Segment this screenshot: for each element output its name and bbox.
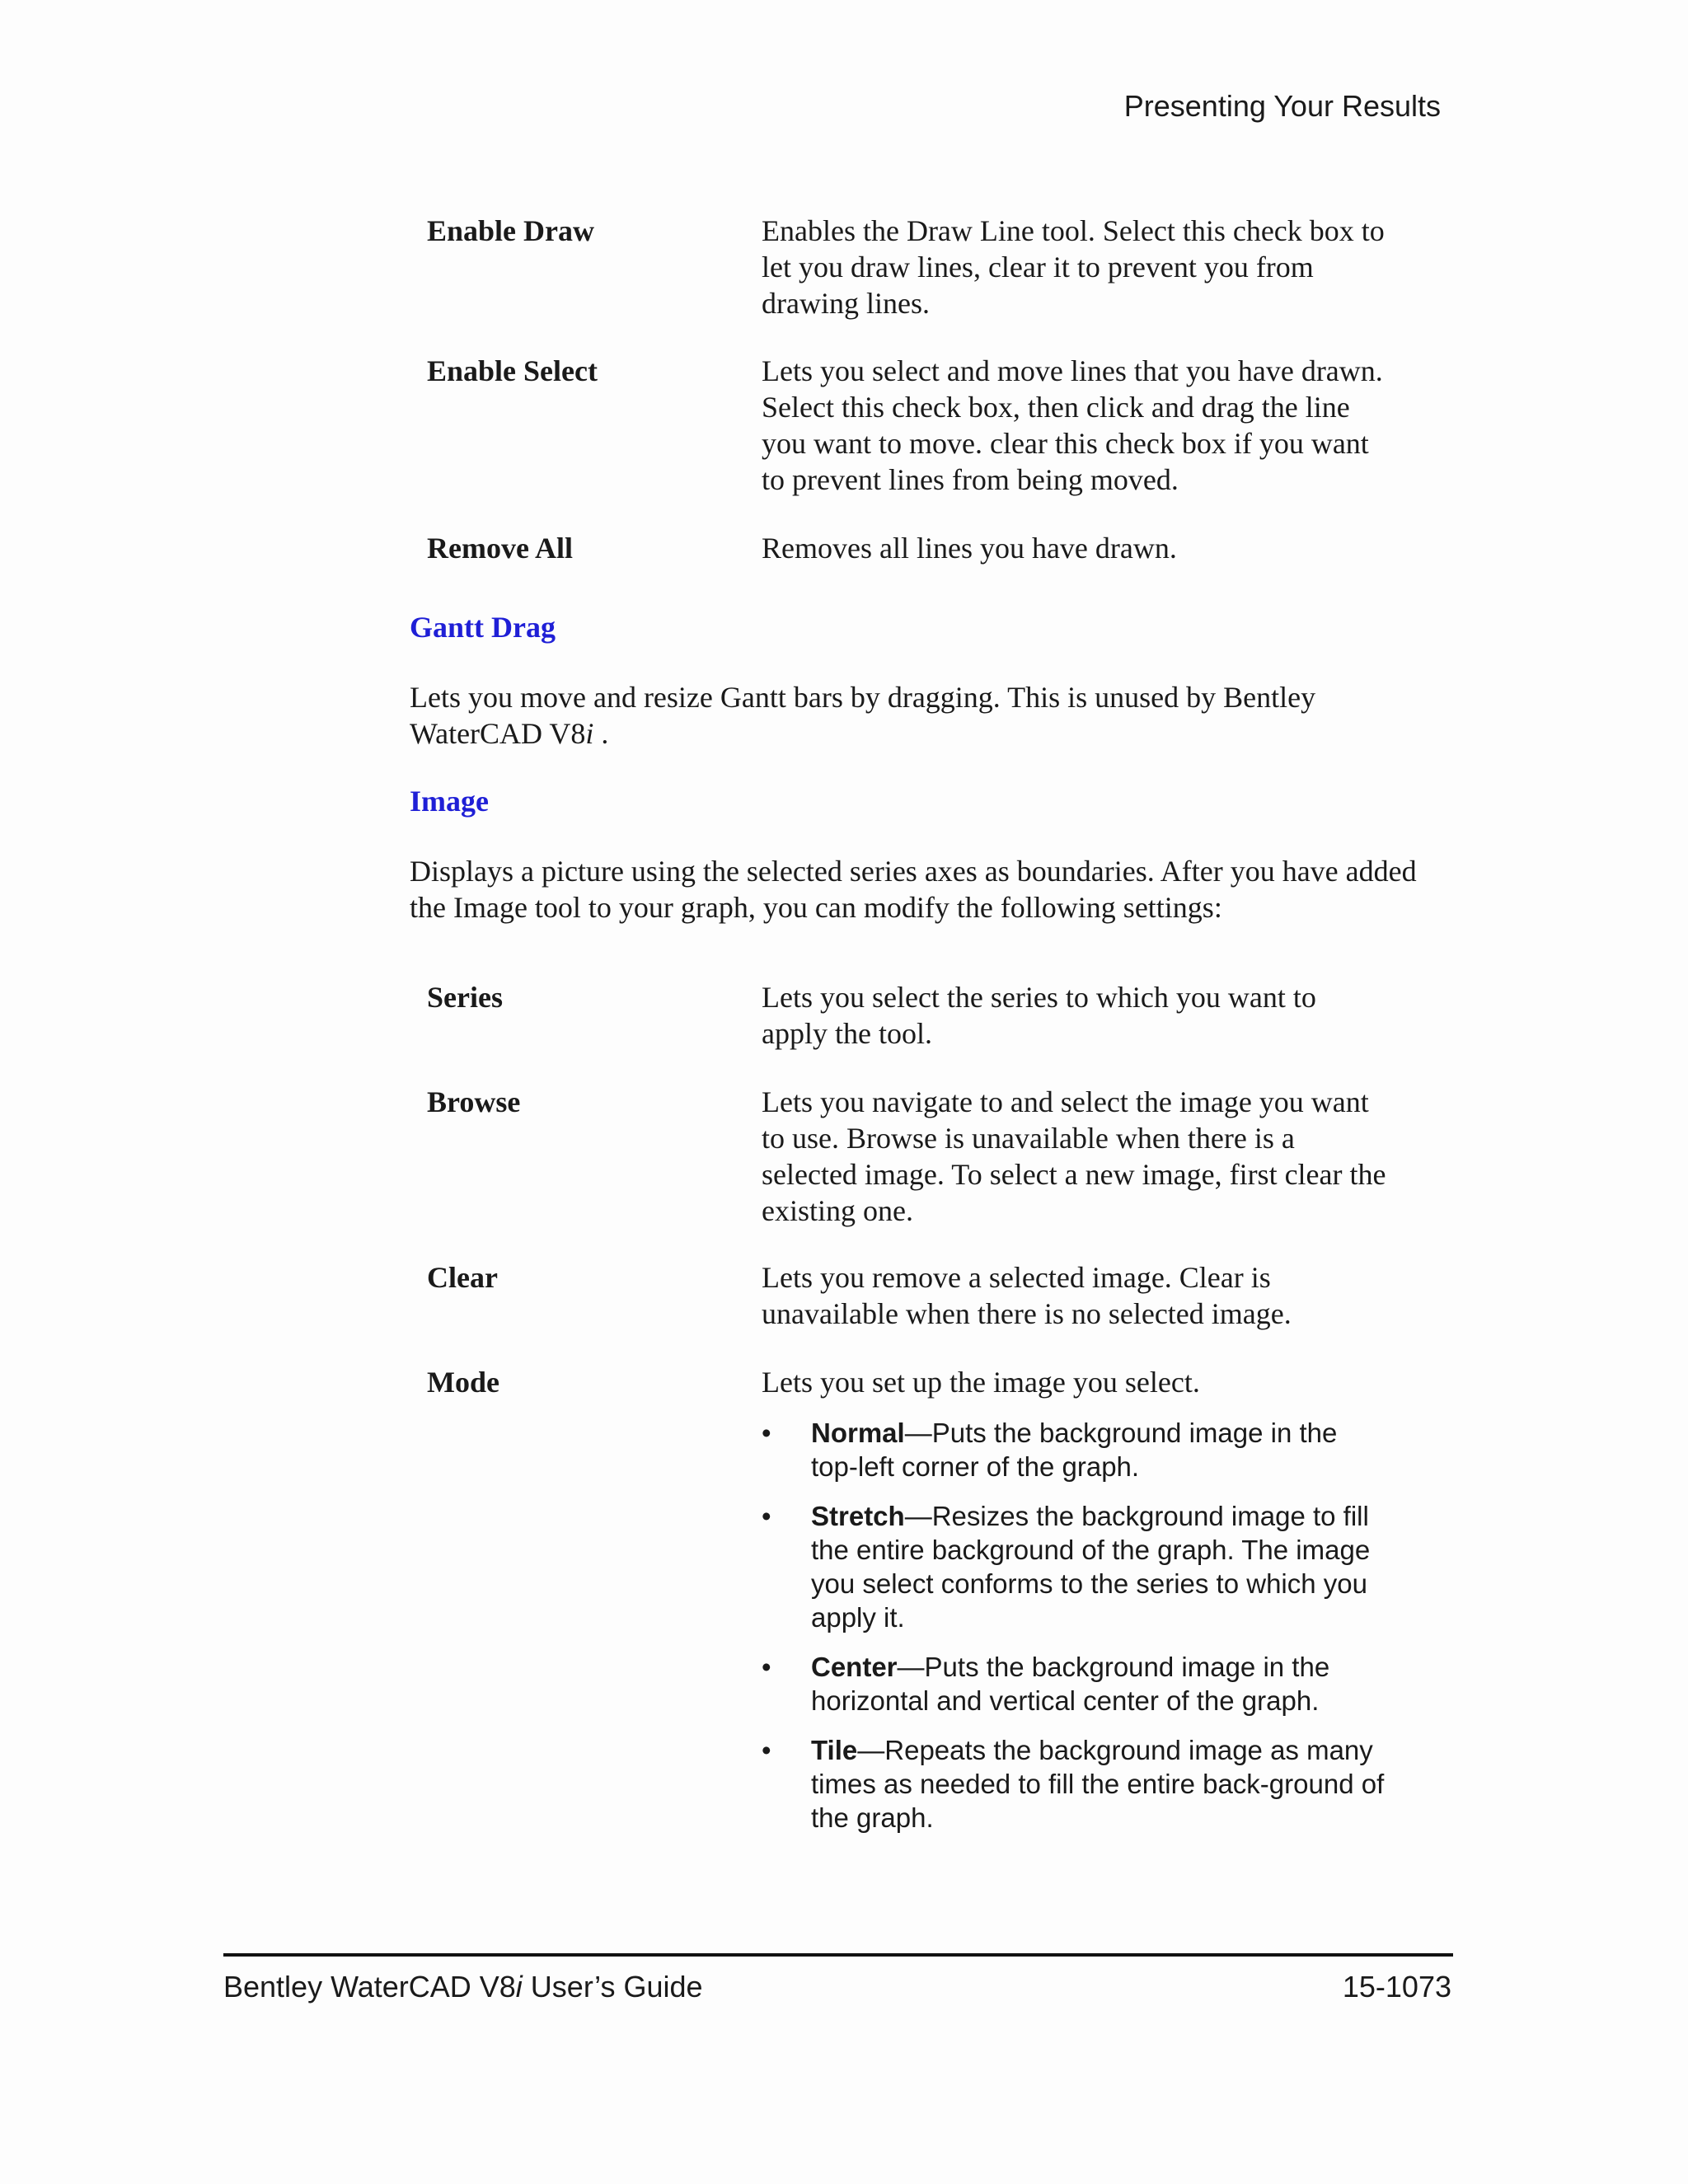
image-paragraph: Displays a picture using the selected series axes as boundaries. After you have added the Image tool to your graph, you can modify the following settings: bbox=[410, 855, 1417, 924]
definition-desc: Lets you select and move lines that you have drawn. Select this check box, then click and drag the line you want to move. clear this check box if you want to prevent lines from being moved. bbox=[762, 354, 1383, 496]
definition-desc: Lets you set up the image you select. bbox=[762, 1366, 1200, 1399]
definition-term: Enable Draw bbox=[427, 214, 595, 247]
gantt-body-italic: i bbox=[585, 717, 594, 750]
list-item bbox=[762, 1499, 1388, 1634]
list-item bbox=[762, 1650, 1388, 1718]
definition-term: Enable Select bbox=[427, 354, 598, 387]
footer-title-text: Bentley WaterCAD V8 bbox=[223, 1970, 516, 2004]
mode-bullet-list bbox=[762, 1416, 1388, 1850]
bullet-text: —Puts the background image in the top-left corner of the graph. bbox=[811, 1418, 1338, 1482]
definition-term: Mode bbox=[427, 1366, 499, 1399]
page-number: 15-1073 bbox=[1342, 1970, 1451, 2004]
definition-desc: Removes all lines you have drawn. bbox=[762, 532, 1177, 565]
list-item bbox=[762, 1733, 1388, 1835]
bullet-icon: • bbox=[762, 1501, 771, 1531]
bullet-text: —Repeats the background image as many times as needed to fill the entire back-ground of the graph. bbox=[811, 1735, 1385, 1833]
definition-term: Remove All bbox=[427, 532, 573, 565]
definition-desc: Enables the Draw Line tool. Select this check box to let you draw lines, clear it to prevent you from drawing lines. bbox=[762, 214, 1385, 320]
definition-desc: Lets you navigate to and select the image you want to use. Browse is unavailable when there is a selected image. To select a new image, first clear the existing one. bbox=[762, 1085, 1386, 1227]
bullet-icon: • bbox=[762, 1735, 771, 1765]
bullet-label: Center bbox=[811, 1652, 898, 1682]
gantt-body-text: Lets you move and resize Gantt bars by dragging. This is unused by Bentley WaterCAD V8 bbox=[410, 681, 1316, 750]
bullet-label: Tile bbox=[811, 1735, 858, 1765]
footer-guide-title bbox=[223, 1970, 703, 2004]
definition-term: Series bbox=[427, 981, 503, 1014]
definition-term: Browse bbox=[427, 1085, 521, 1118]
gantt-paragraph bbox=[410, 679, 1448, 752]
bullet-icon: • bbox=[762, 1652, 771, 1682]
definition-desc: Lets you select the series to which you want to apply the tool. bbox=[762, 981, 1316, 1050]
bullet-text: —Resizes the background image to fill the entire background of the graph. The image you select conforms to the series to which you apply it. bbox=[811, 1501, 1371, 1633]
definition-term: Clear bbox=[427, 1261, 498, 1294]
list-item bbox=[762, 1416, 1388, 1483]
footer-divider bbox=[223, 1953, 1453, 1957]
section-title-image: Image bbox=[410, 785, 489, 818]
gantt-body-suffix: . bbox=[593, 717, 609, 750]
section-title-gantt-drag: Gantt Drag bbox=[410, 611, 556, 644]
page-header: Presenting Your Results bbox=[1123, 89, 1441, 123]
footer-title-suffix: User’s Guide bbox=[522, 1970, 703, 2004]
bullet-icon: • bbox=[762, 1418, 771, 1448]
bullet-label: Stretch bbox=[811, 1501, 905, 1531]
footer-title-italic: i bbox=[515, 1970, 523, 2004]
bullet-text: —Puts the background image in the horizontal and vertical center of the graph. bbox=[811, 1652, 1330, 1716]
definition-desc: Lets you remove a selected image. Clear is unavailable when there is no selected image. bbox=[762, 1261, 1292, 1330]
bullet-label: Normal bbox=[811, 1418, 905, 1448]
